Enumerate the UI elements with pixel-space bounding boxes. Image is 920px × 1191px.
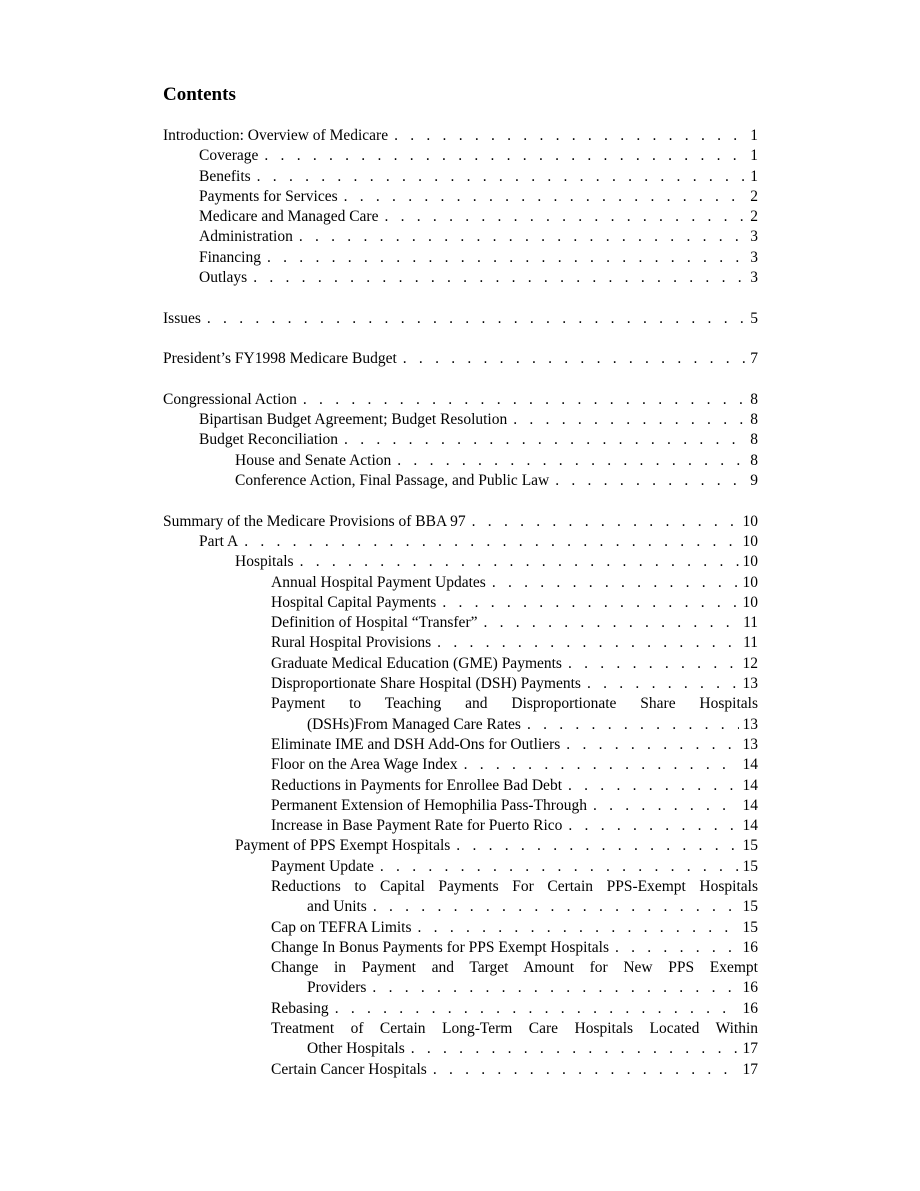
dot-leader <box>394 126 746 146</box>
toc-entry <box>163 755 758 775</box>
toc-page-number: 10 <box>742 512 758 530</box>
toc-entry <box>163 349 758 369</box>
toc-entry <box>163 410 758 430</box>
toc-page-number: 16 <box>742 979 758 997</box>
toc-entry-label-continuation: (DSHs)From Managed Care Rates <box>307 715 521 733</box>
toc-entry-label: Medicare and Managed Care <box>199 208 379 226</box>
toc-entry-label: Certain Cancer Hospitals <box>271 1060 427 1078</box>
toc-entry-label: Change In Bonus Payments for PPS Exempt Hospitals <box>271 938 609 956</box>
toc-page-number: 11 <box>743 614 758 632</box>
toc-entry <box>163 633 758 653</box>
dot-leader <box>380 857 739 877</box>
toc-page-number: 16 <box>742 938 758 956</box>
toc-entry-label: Coverage <box>199 147 259 165</box>
toc-entry-label: Graduate Medical Education (GME) Payments <box>271 654 562 672</box>
toc-entry <box>163 451 758 471</box>
dot-leader <box>555 471 746 491</box>
toc-entry <box>163 309 758 329</box>
toc-entry-label: Financing <box>199 248 261 266</box>
toc-entry <box>163 227 758 247</box>
toc-entry <box>163 187 758 207</box>
toc-page-number: 8 <box>750 411 758 429</box>
toc-entry <box>163 674 758 694</box>
toc-entry-label: Part A <box>199 532 239 550</box>
toc-page-number: 16 <box>742 999 758 1017</box>
dot-leader <box>527 715 739 735</box>
toc-entry-label: Payment to Teaching and Disproportionate Share Hospitals <box>271 695 758 713</box>
toc-entry <box>163 796 758 816</box>
toc-entry-label: Change in Payment and Target Amount for New PPS Exempt <box>271 959 758 977</box>
toc-page-number: 14 <box>742 796 758 814</box>
dot-leader <box>299 227 746 247</box>
toc-page-number: 8 <box>750 431 758 449</box>
toc-entry <box>163 146 758 166</box>
toc-entry <box>163 735 758 755</box>
dot-leader <box>403 349 746 369</box>
toc-entry <box>163 836 758 856</box>
toc-entry <box>163 694 758 735</box>
toc-entry <box>163 816 758 836</box>
dot-leader <box>456 836 738 856</box>
toc-entry-label: President’s FY1998 Medicare Budget <box>163 350 397 368</box>
toc-page-number: 17 <box>742 1060 758 1078</box>
toc-entry-label-continuation: Other Hospitals <box>307 1040 405 1058</box>
page-title: Contents <box>163 84 236 105</box>
toc-entry-label: Cap on TEFRA Limits <box>271 918 412 936</box>
toc-entry <box>163 918 758 938</box>
toc-entry-label: Payment of PPS Exempt Hospitals <box>235 837 451 855</box>
toc-entry <box>163 938 758 958</box>
toc-entry-label: Congressional Action <box>163 390 297 408</box>
dot-leader <box>335 999 739 1019</box>
toc-entry-label: Payments for Services <box>199 187 338 205</box>
toc-entry-label: Outlays <box>199 269 248 287</box>
toc-page-number: 7 <box>750 350 758 368</box>
toc-entry <box>163 471 758 491</box>
toc-entry-label: Bipartisan Budget Agreement; Budget Resolution <box>199 411 508 429</box>
toc-page-number: 14 <box>742 756 758 774</box>
toc-entry <box>163 999 758 1019</box>
toc-page-number: 15 <box>742 837 758 855</box>
toc-entry-label: Annual Hospital Payment Updates <box>271 573 486 591</box>
toc-page-number: 17 <box>742 1040 758 1058</box>
toc-entry-label: Floor on the Area Wage Index <box>271 756 458 774</box>
dot-leader <box>397 451 746 471</box>
dot-leader <box>483 613 739 633</box>
toc-entry <box>163 268 758 288</box>
dot-leader <box>411 1039 739 1059</box>
toc-page-number: 3 <box>750 228 758 246</box>
toc-page-number: 15 <box>742 857 758 875</box>
toc-page-number: 11 <box>743 634 758 652</box>
toc-entry <box>163 857 758 877</box>
toc-page-number: 10 <box>742 553 758 571</box>
dot-leader <box>568 654 739 674</box>
toc-entry-label-continuation: and Units <box>307 898 367 916</box>
toc-page-number: 3 <box>750 248 758 266</box>
toc-entry <box>163 552 758 572</box>
toc-entry-label: House and Senate Action <box>235 451 392 469</box>
dot-leader <box>568 816 738 836</box>
toc-page-number: 8 <box>750 451 758 469</box>
toc-entry <box>163 958 758 999</box>
toc-page-number: 2 <box>750 208 758 226</box>
dot-leader <box>437 633 739 653</box>
dot-leader <box>373 897 739 917</box>
toc-entry-label: Increase in Base Payment Rate for Puerto Rico <box>271 817 563 835</box>
toc-page-number: 14 <box>742 817 758 835</box>
dot-leader <box>442 593 738 613</box>
toc-entry-label: Rural Hospital Provisions <box>271 634 432 652</box>
toc-entry <box>163 1060 758 1080</box>
toc-entry-label-continuation: Providers <box>307 979 367 997</box>
toc-page-number: 1 <box>750 127 758 144</box>
toc-page-number: 13 <box>742 735 758 753</box>
dot-leader <box>568 776 739 796</box>
toc-entry-label: Hospitals <box>235 553 294 571</box>
dot-leader <box>344 430 746 450</box>
toc-entry-label: Disproportionate Share Hospital (DSH) Payments <box>271 675 581 693</box>
toc-page-number: 3 <box>750 269 758 287</box>
dot-leader <box>492 573 739 593</box>
toc-page-number: 13 <box>742 715 758 733</box>
dot-leader <box>253 268 746 288</box>
toc-entry-label: Definition of Hospital “Transfer” <box>271 614 478 632</box>
toc-page-number: 1 <box>750 147 758 165</box>
toc-page-number: 15 <box>742 898 758 916</box>
toc-entry-label: Treatment of Certain Long-Term Care Hospitals Located Within <box>271 1020 758 1038</box>
toc-entry <box>163 1019 758 1060</box>
toc-entry-label: Administration <box>199 228 293 246</box>
toc-entry-label: Hospital Capital Payments <box>271 593 437 611</box>
toc-entry-label: Permanent Extension of Hemophilia Pass-Through <box>271 796 587 814</box>
dot-leader <box>587 674 739 694</box>
toc-entry <box>163 167 758 187</box>
toc-entry <box>163 390 758 410</box>
toc-page-number: 13 <box>742 675 758 693</box>
toc-entry-label: Reductions in Payments for Enrollee Bad Debt <box>271 776 562 794</box>
toc-entry <box>163 776 758 796</box>
toc-entry <box>163 430 758 450</box>
toc-page-number: 10 <box>742 573 758 591</box>
toc-entry <box>163 593 758 613</box>
toc-entry <box>163 532 758 552</box>
toc-page-number: 8 <box>750 390 758 408</box>
table-of-contents <box>163 126 758 1080</box>
dot-leader <box>472 512 739 532</box>
toc-entry-label: Introduction: Overview of Medicare <box>163 127 389 144</box>
toc-entry-label: Conference Action, Final Passage, and Public Law <box>235 472 550 490</box>
dot-leader <box>513 410 746 430</box>
toc-entry-label: Rebasing <box>271 999 329 1017</box>
dot-leader <box>433 1060 739 1080</box>
toc-page-number: 5 <box>750 309 758 327</box>
toc-page-number: 12 <box>742 654 758 672</box>
toc-entry <box>163 126 758 146</box>
toc-page-number: 10 <box>742 532 758 550</box>
dot-leader <box>244 532 738 552</box>
dot-leader <box>264 146 746 166</box>
toc-entry <box>163 248 758 268</box>
dot-leader <box>207 309 746 329</box>
dot-leader <box>300 552 739 572</box>
dot-leader <box>593 796 739 816</box>
dot-leader <box>384 207 746 227</box>
dot-leader <box>372 978 738 998</box>
toc-entry-label: Reductions to Capital Payments For Certain PPS-Exempt Hospitals <box>271 877 758 895</box>
toc-entry <box>163 207 758 227</box>
toc-entry-label: Issues <box>163 309 201 327</box>
toc-entry-label: Eliminate IME and DSH Add-Ons for Outliers <box>271 735 561 753</box>
dot-leader <box>615 938 739 958</box>
toc-page-number: 10 <box>742 593 758 611</box>
toc-page-number: 1 <box>750 167 758 185</box>
dot-leader <box>257 167 746 187</box>
toc-entry-label: Benefits <box>199 167 251 185</box>
dot-leader <box>344 187 746 207</box>
toc-entry <box>163 613 758 633</box>
dot-leader <box>303 390 746 410</box>
toc-entry <box>163 512 758 532</box>
toc-entry-label: Budget Reconciliation <box>199 431 339 449</box>
toc-entry <box>163 877 758 918</box>
toc-page-number: 2 <box>750 187 758 205</box>
dot-leader <box>464 755 739 775</box>
toc-page-number: 15 <box>742 918 758 936</box>
toc-entry-label: Summary of the Medicare Provisions of BBA 97 <box>163 512 466 530</box>
toc-entry <box>163 654 758 674</box>
dot-leader <box>267 248 746 268</box>
toc-page-number: 14 <box>742 776 758 794</box>
dot-leader <box>418 918 739 938</box>
toc-entry <box>163 573 758 593</box>
toc-page-number: 9 <box>750 472 758 490</box>
dot-leader <box>566 735 738 755</box>
toc-entry-label: Payment Update <box>271 857 374 875</box>
